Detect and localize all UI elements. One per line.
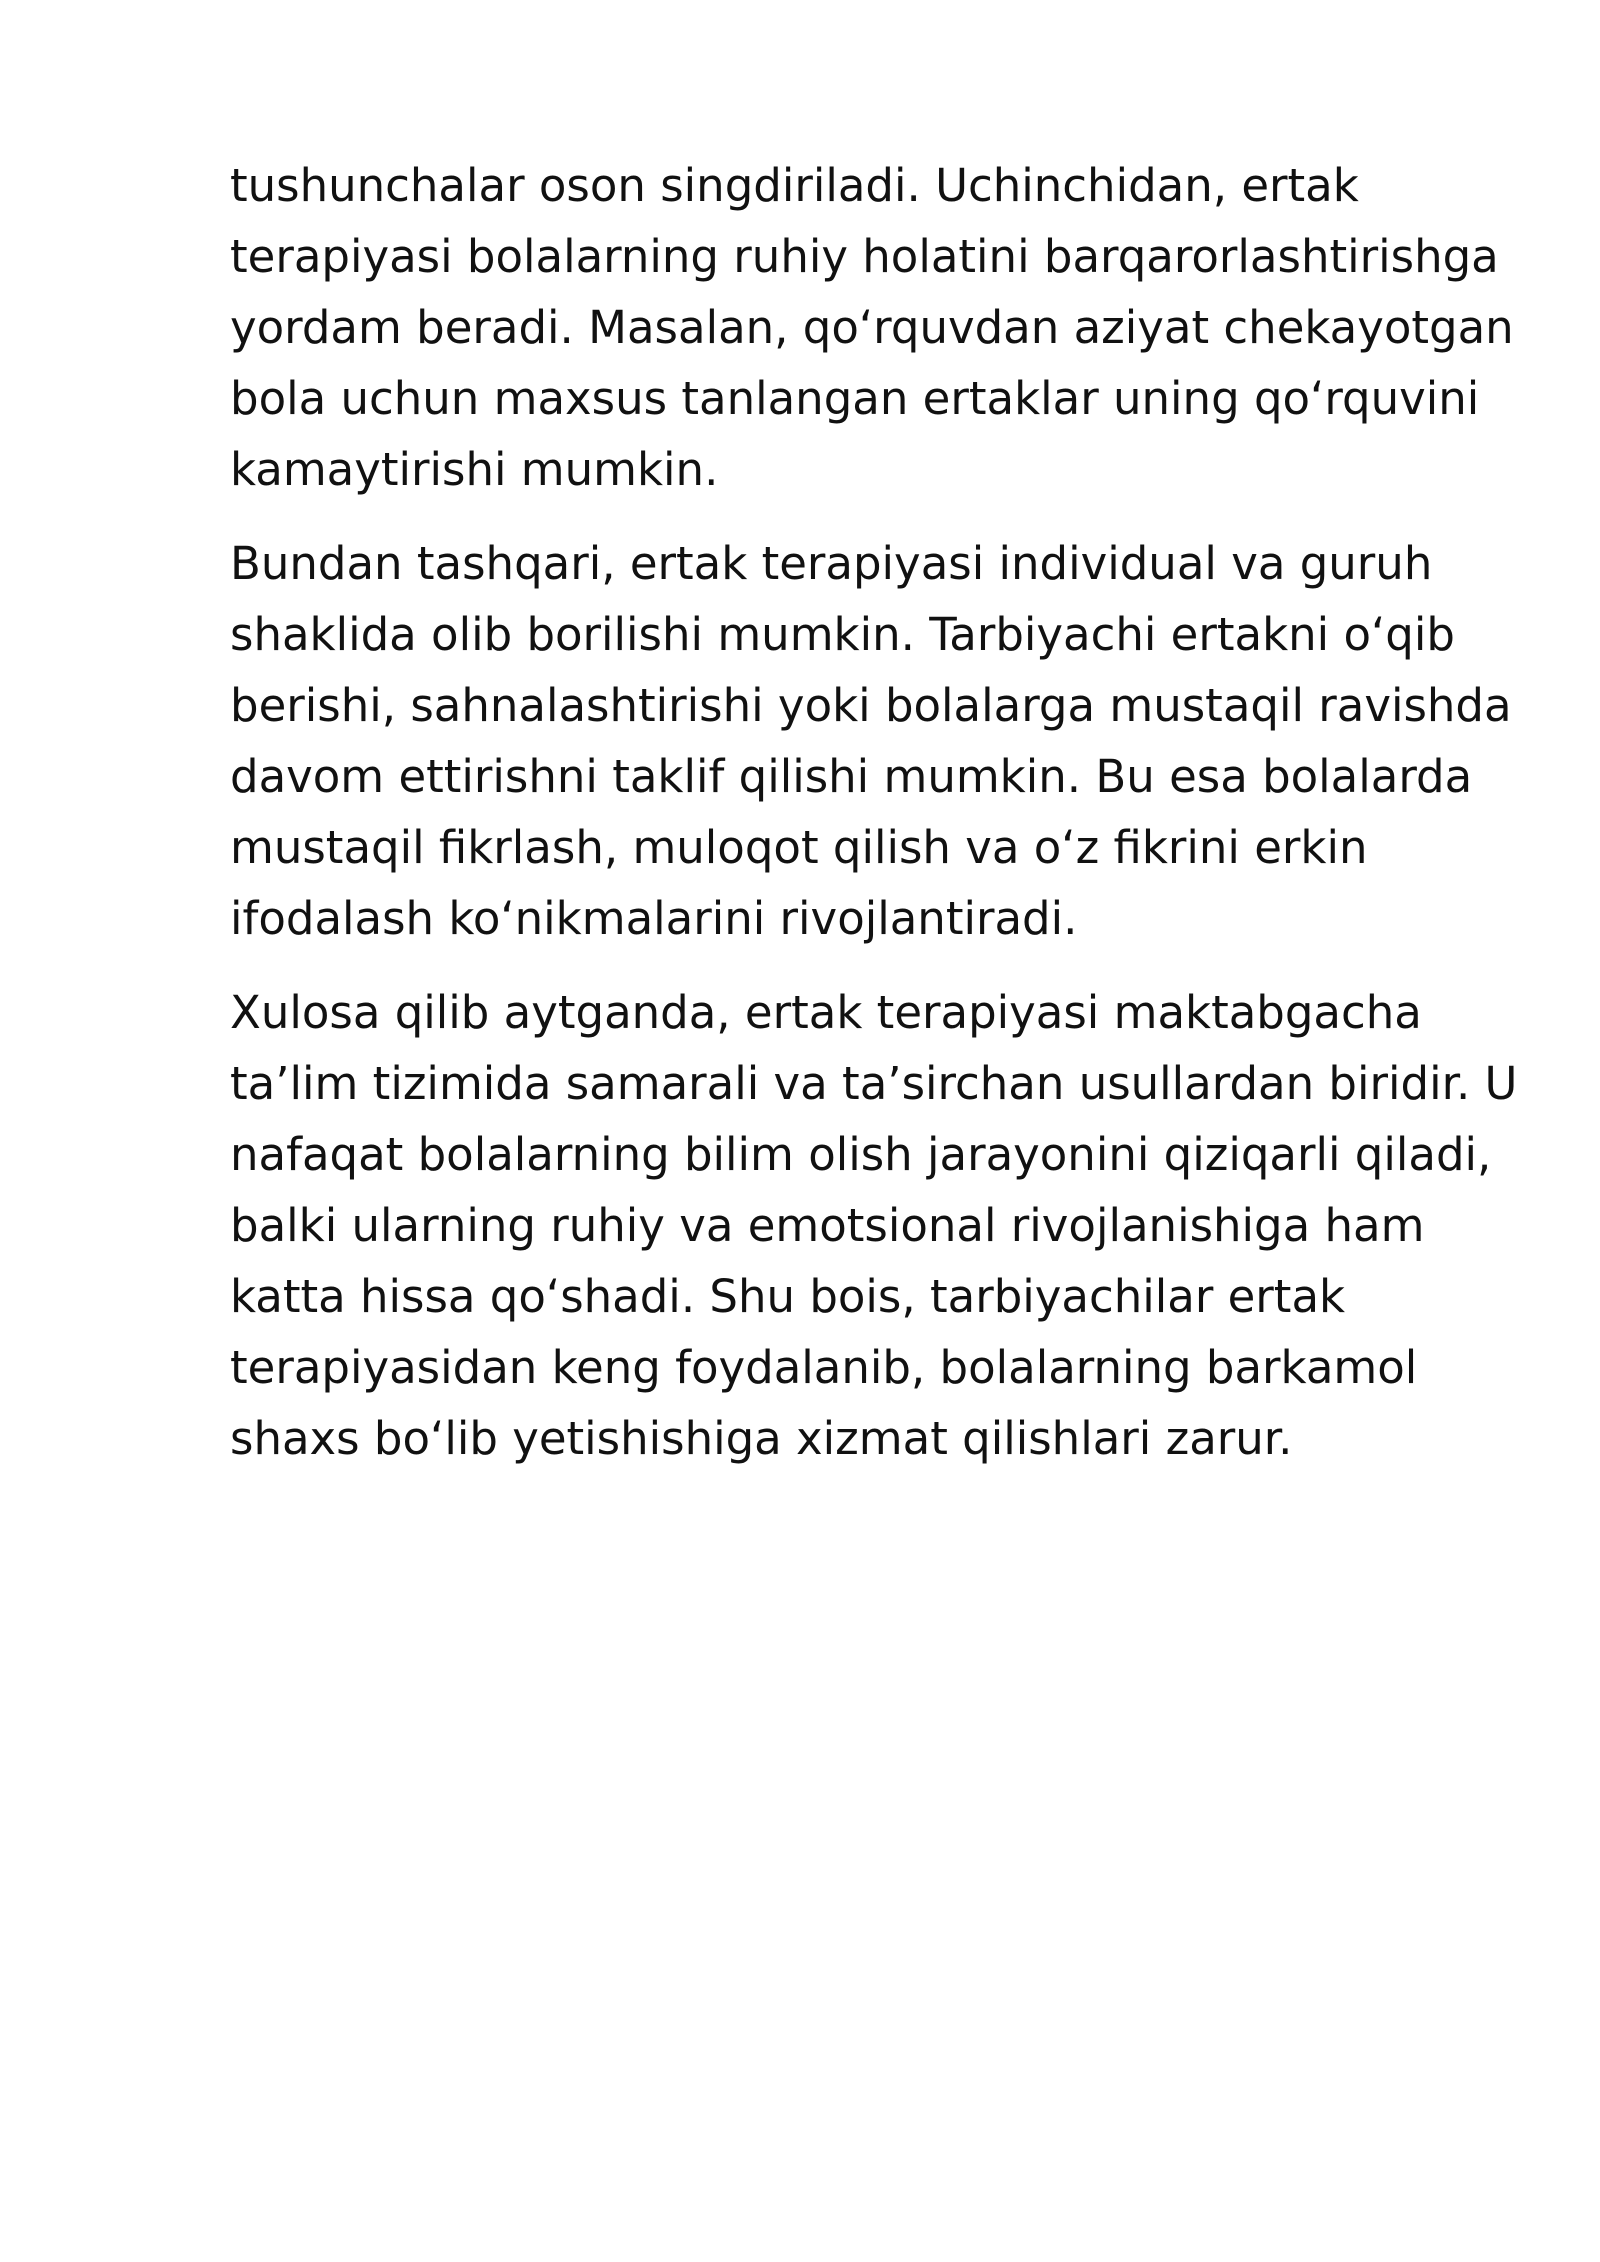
paragraph-2 (230, 528, 1512, 954)
text-line: tushunchalar oson singdiriladi. Uchinchidan, ertak (230, 159, 1359, 212)
paragraph-3 (230, 977, 1518, 1474)
text-line: shaxs boʻlib yetishishiga xizmat qilishlari zarur. (230, 1412, 1293, 1465)
text-line: yordam beradi. Masalan, qoʻrquvdan aziyat chekayotgan (230, 301, 1514, 354)
text-line: berishi, sahnalashtirishi yoki bolalarga mustaqil ravishda (230, 679, 1512, 732)
text-line: terapiyasi bolalarning ruhiy holatini barqarorlashtirishga (230, 230, 1499, 283)
text-line: bola uchun maxsus tanlangan ertaklar uning qoʻrquvini (230, 372, 1480, 425)
text-line: katta hissa qoʻshadi. Shu bois, tarbiyachilar ertak (230, 1270, 1346, 1323)
paragraph-1 (230, 150, 1514, 505)
text-line: ta’lim tizimida samarali va ta’sirchan usullardan biridir. U (230, 1057, 1518, 1110)
text-line: ifodalash koʻnikmalarini rivojlantiradi. (230, 892, 1078, 945)
text-line: kamaytirishi mumkin. (230, 443, 719, 496)
text-line: terapiyasidan keng foydalanib, bolalarning barkamol (230, 1341, 1418, 1394)
text-line: davom ettirishni taklif qilishi mumkin. Bu esa bolalarda (230, 750, 1473, 803)
text-line: mustaqil fikrlash, muloqot qilish va oʻz fikrini erkin (230, 821, 1368, 874)
text-line: Xulosa qilib aytganda, ertak terapiyasi maktabgacha (230, 986, 1422, 1039)
text-line: Bundan tashqari, ertak terapiyasi individual va guruh (230, 537, 1433, 590)
text-line: balki ularning ruhiy va emotsional rivojlanishiga ham (230, 1199, 1425, 1252)
text-line: shaklida olib borilishi mumkin. Tarbiyachi ertakni oʻqib (230, 608, 1455, 661)
text-line: nafaqat bolalarning bilim olish jarayonini qiziqarli qiladi, (230, 1128, 1492, 1181)
document-body (230, 150, 1518, 1497)
